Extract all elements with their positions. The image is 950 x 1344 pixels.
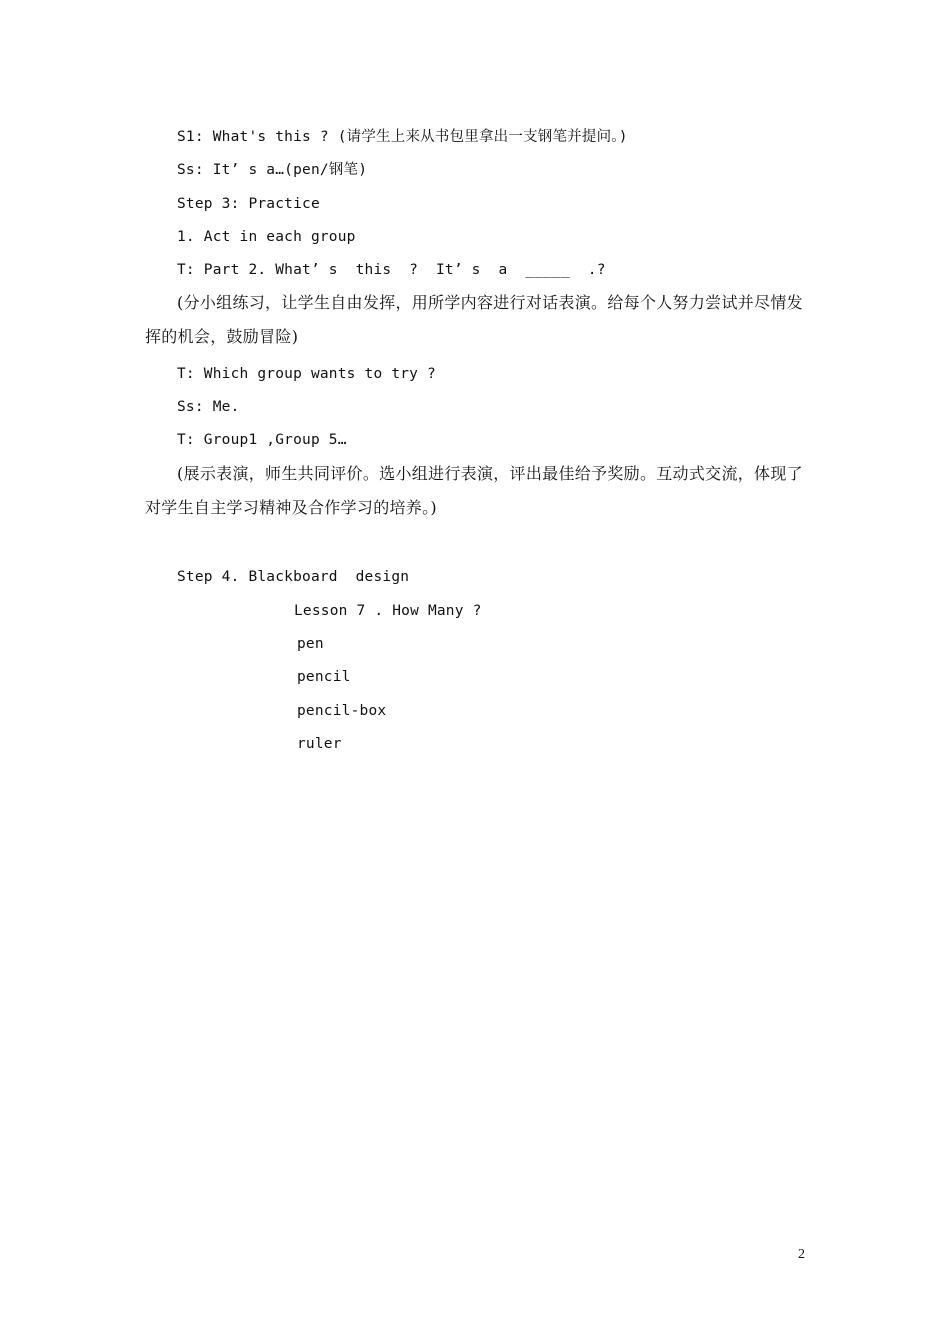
act-in-group: 1. Act in each group: [177, 229, 356, 245]
page-number: 2: [798, 1247, 805, 1262]
blackboard-word-pencil-box: pencil-box: [297, 703, 387, 719]
dialogue-ss-answer: Ss: It’ s a…(pen/钢笔): [177, 162, 368, 178]
teaching-note-1: (分小组练习，让学生自由发挥，用所学内容进行对话表演。给每个人努力尝试并尽情发挥的机会，鼓励冒险): [145, 293, 803, 346]
dialogue-ss-me: Ss: Me.: [177, 399, 240, 415]
blackboard-word-pencil: pencil: [297, 669, 351, 685]
dialogue-t-part2: T: Part 2. What’ s this ? It’ s a _____ .?: [177, 262, 606, 278]
blackboard-word-ruler: ruler: [297, 736, 342, 752]
dialogue-t-group: T: Group1 ,Group 5…: [177, 432, 347, 448]
dialogue-s1: S1: What's this ? (请学生上来从书包里拿出一支钢笔并提问。): [177, 129, 628, 145]
step-3-heading: Step 3: Practice: [177, 196, 320, 212]
step-4-heading: Step 4. Blackboard design: [177, 569, 410, 585]
blackboard-word-pen: pen: [297, 636, 324, 652]
teaching-note-2: (展示表演，师生共同评价。选小组进行表演，评出最佳给予奖励。互动式交流，体现了对学生自主学习精神及合作学习的培养。): [145, 464, 803, 517]
dialogue-t-which: T: Which group wants to try ?: [177, 366, 436, 382]
blackboard-lesson-title: Lesson 7 . How Many ?: [294, 603, 482, 619]
